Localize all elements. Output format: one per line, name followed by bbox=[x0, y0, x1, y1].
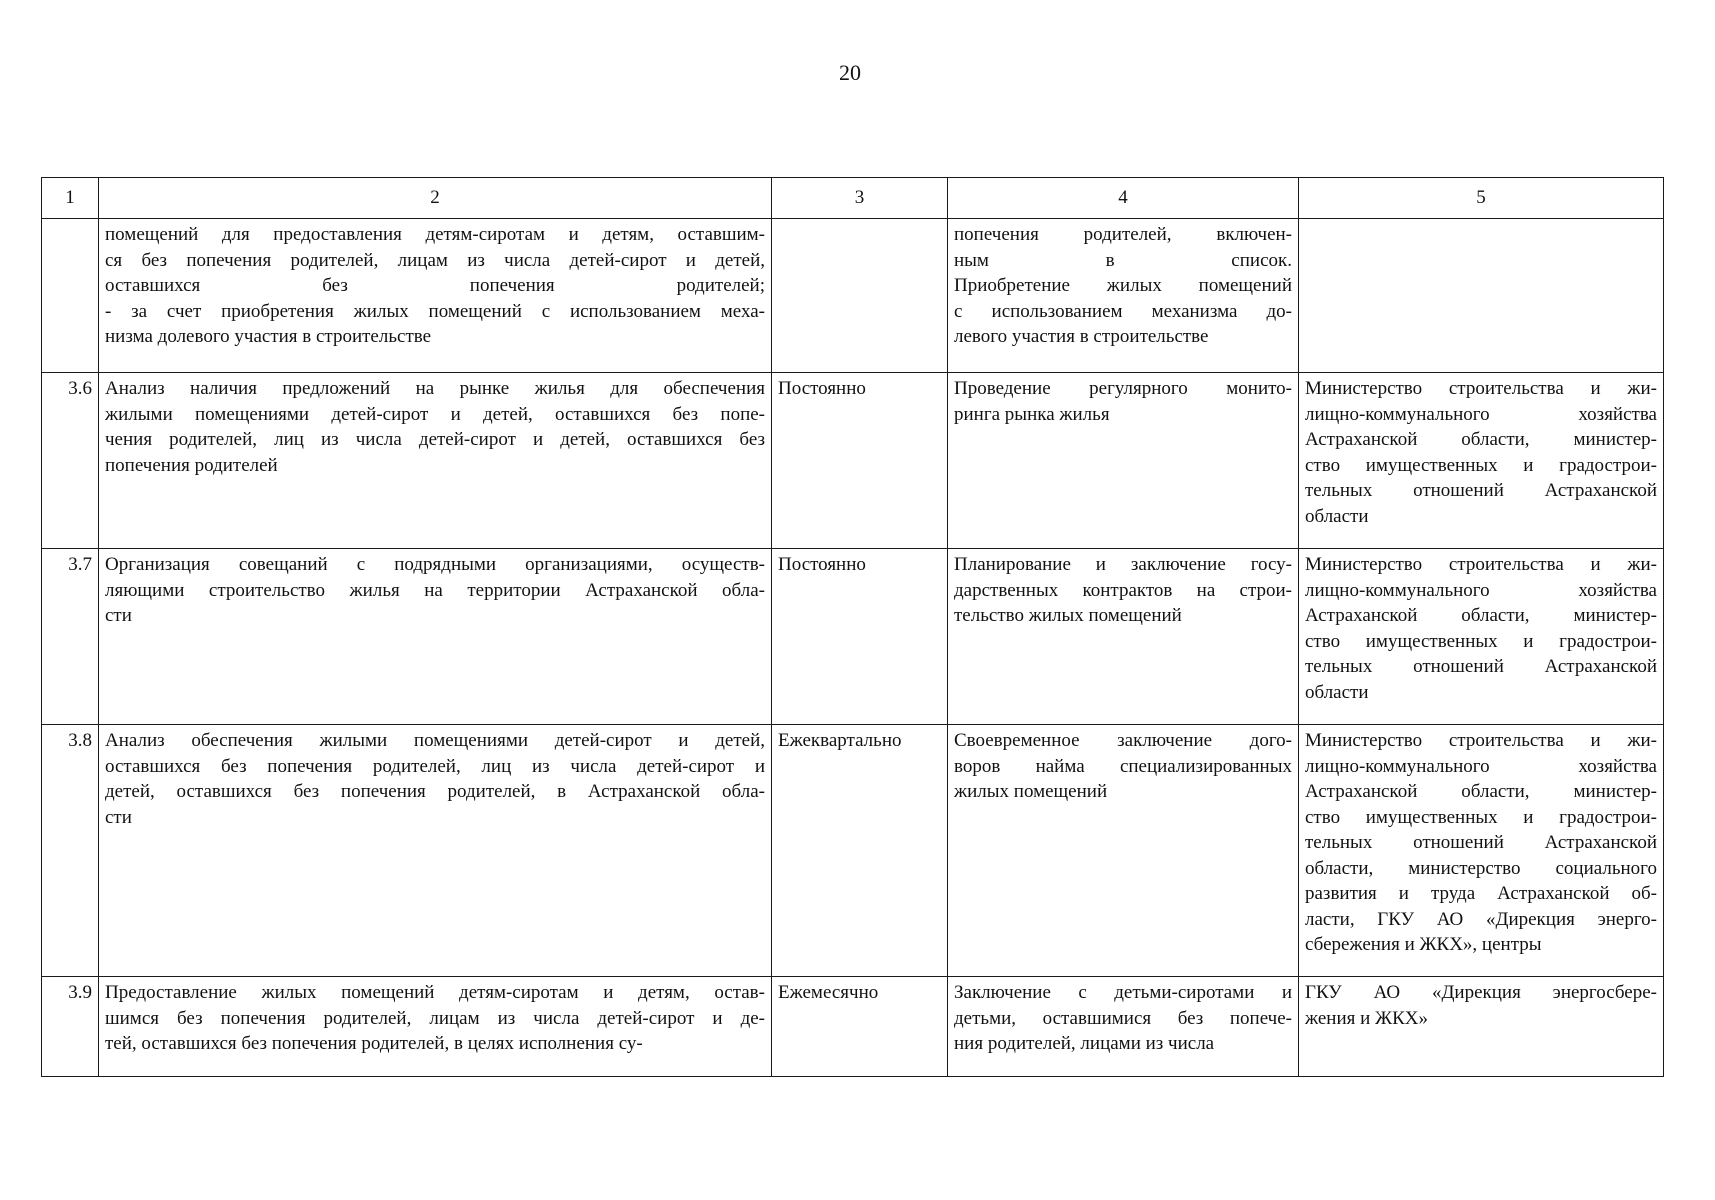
result-cell bbox=[948, 549, 1299, 725]
cell-text-line: Проведение регулярного монито- bbox=[954, 378, 1292, 399]
result-cell bbox=[948, 373, 1299, 549]
cell-text-line: тельных отношений Астраханской bbox=[1305, 656, 1657, 677]
cell-text-line: Своевременное заключение дого- bbox=[954, 730, 1292, 751]
responsible-cell bbox=[1299, 725, 1664, 977]
cell-text-line: Астраханской области, министер- bbox=[1305, 781, 1657, 802]
cell-text-line: жилых помещений bbox=[954, 781, 1108, 802]
measure-cell bbox=[99, 373, 772, 549]
table-row-continuation bbox=[42, 219, 1664, 373]
cell-text-line: ляющими строительство жилья на территории Астраханской обла- bbox=[105, 579, 765, 601]
cell-text-line: попечения родителей bbox=[105, 454, 278, 476]
responsible-cell bbox=[1299, 373, 1664, 549]
cell-text-line: тельных отношений Астраханской bbox=[1305, 480, 1657, 501]
cell-text-line: с использованием механизма до- bbox=[954, 300, 1292, 322]
cell-text-line: оставшихся без попечения родителей; bbox=[105, 275, 765, 296]
column-header-1: 1 bbox=[42, 178, 99, 219]
row-number bbox=[42, 219, 99, 373]
term-cell: Ежемесячно bbox=[772, 977, 948, 1077]
column-header-3: 3 bbox=[772, 178, 948, 219]
cell-text-line: воров найма специализированных bbox=[954, 755, 1292, 777]
cell-text-line: Предоставление жилых помещений детям-сиротам и детям, остав- bbox=[105, 982, 765, 1003]
cell-text-line: ство имущественных и градострои- bbox=[1305, 454, 1657, 476]
row-number: 3.8 bbox=[42, 725, 99, 977]
result-cell bbox=[948, 219, 1299, 373]
term-cell bbox=[772, 219, 948, 373]
measures-table bbox=[41, 177, 1664, 1077]
cell-text-line: детей, оставшихся без попечения родителей, в Астраханской обла- bbox=[105, 781, 765, 802]
cell-text-line: Анализ обеспечения жилыми помещениями детей-сирот и детей, bbox=[105, 730, 765, 751]
cell-text-line: ным в список. bbox=[954, 249, 1292, 271]
cell-text-line: области bbox=[1305, 505, 1369, 527]
cell-text-line: области, министерство социального bbox=[1305, 857, 1657, 879]
cell-text-line: развития и труда Астраханской об- bbox=[1305, 883, 1657, 904]
cell-text-line: тельство жилых помещений bbox=[954, 605, 1182, 626]
responsible-cell bbox=[1299, 549, 1664, 725]
cell-text-line: тей, оставшихся без попечения родителей, в целях исполнения су- bbox=[105, 1033, 643, 1054]
cell-text-line: Министерство строительства и жи- bbox=[1305, 730, 1657, 751]
row-number: 3.6 bbox=[42, 373, 99, 549]
cell-text-line: ство имущественных и градострои- bbox=[1305, 630, 1657, 652]
responsible-cell bbox=[1299, 219, 1664, 373]
table-row-3-7 bbox=[42, 549, 1664, 725]
cell-text-line: Планирование и заключение госу- bbox=[954, 554, 1292, 575]
table-row-3-9 bbox=[42, 977, 1664, 1077]
cell-text-line: - за счет приобретения жилых помещений с использованием меха- bbox=[105, 300, 765, 322]
column-header-2: 2 bbox=[99, 178, 772, 219]
cell-text-line: детьми, оставшимися без попече- bbox=[954, 1007, 1292, 1029]
table-row-3-6 bbox=[42, 373, 1664, 549]
cell-text-line: лищно-коммунального хозяйства bbox=[1305, 755, 1657, 777]
term-cell: Постоянно bbox=[772, 373, 948, 549]
cell-text-line: дарственных контрактов на строи- bbox=[954, 579, 1292, 601]
term-cell: Ежеквартально bbox=[772, 725, 948, 977]
cell-text-line: ся без попечения родителей, лицам из числа детей-сирот и детей, bbox=[105, 249, 765, 271]
cell-text-line: чения родителей, лиц из числа детей-сирот и детей, оставшихся без bbox=[105, 429, 765, 450]
result-cell bbox=[948, 725, 1299, 977]
cell-text-line: Приобретение жилых помещений bbox=[954, 275, 1292, 296]
cell-text-line: лищно-коммунального хозяйства bbox=[1305, 403, 1657, 425]
cell-text-line: попечения родителей, включен- bbox=[954, 224, 1292, 245]
cell-text-line: Министерство строительства и жи- bbox=[1305, 554, 1657, 575]
cell-text-line: лищно-коммунального хозяйства bbox=[1305, 579, 1657, 601]
cell-text-line: Анализ наличия предложений на рынке жилья для обеспечения bbox=[105, 378, 765, 399]
term-cell: Постоянно bbox=[772, 549, 948, 725]
page-number: 20 bbox=[839, 60, 861, 85]
table-row-3-8 bbox=[42, 725, 1664, 977]
cell-text-line: ласти, ГКУ АО «Дирекция энерго- bbox=[1305, 908, 1657, 930]
cell-text-line: Организация совещаний с подрядными организациями, осуществ- bbox=[105, 554, 765, 575]
cell-text-line: шимся без попечения родителей, лицам из числа детей-сирот и де- bbox=[105, 1007, 765, 1029]
cell-text-line: сти bbox=[105, 605, 132, 626]
table-header-row bbox=[42, 178, 1664, 219]
cell-text-line: сти bbox=[105, 806, 132, 828]
cell-text-line: ринга рынка жилья bbox=[954, 403, 1110, 425]
cell-text-line: Астраханской области, министер- bbox=[1305, 605, 1657, 626]
column-header-4: 4 bbox=[948, 178, 1299, 219]
cell-text-line: Министерство строительства и жи- bbox=[1305, 378, 1657, 399]
measure-cell bbox=[99, 549, 772, 725]
cell-text-line: тельных отношений Астраханской bbox=[1305, 832, 1657, 853]
cell-text-line: ния родителей, лицами из числа bbox=[954, 1033, 1215, 1054]
cell-text-line: Заключение с детьми-сиротами и bbox=[954, 982, 1292, 1003]
cell-text-line: левого участия в строительстве bbox=[954, 326, 1209, 347]
row-number: 3.7 bbox=[42, 549, 99, 725]
cell-text-line: жения и ЖКХ» bbox=[1305, 1007, 1428, 1029]
cell-text-line: оставшихся без попечения родителей, лиц из числа детей-сирот и bbox=[105, 755, 765, 777]
measure-cell bbox=[99, 219, 772, 373]
cell-text-line: Астраханской области, министер- bbox=[1305, 429, 1657, 450]
column-header-5: 5 bbox=[1299, 178, 1664, 219]
measure-cell bbox=[99, 977, 772, 1077]
cell-text-line: низма долевого участия в строительстве bbox=[105, 326, 432, 347]
cell-text-line: жилыми помещениями детей-сирот и детей, оставшихся без попе- bbox=[105, 403, 765, 425]
cell-text-line: ство имущественных и градострои- bbox=[1305, 806, 1657, 828]
cell-text-line: помещений для предоставления детям-сиротам и детям, оставшим- bbox=[105, 224, 765, 245]
row-number: 3.9 bbox=[42, 977, 99, 1077]
cell-text-line: сбережения и ЖКХ», центры bbox=[1305, 934, 1542, 955]
cell-text-line: области bbox=[1305, 681, 1369, 703]
result-cell bbox=[948, 977, 1299, 1077]
cell-text-line: ГКУ АО «Дирекция энергосбере- bbox=[1305, 982, 1657, 1003]
responsible-cell bbox=[1299, 977, 1664, 1077]
measure-cell bbox=[99, 725, 772, 977]
